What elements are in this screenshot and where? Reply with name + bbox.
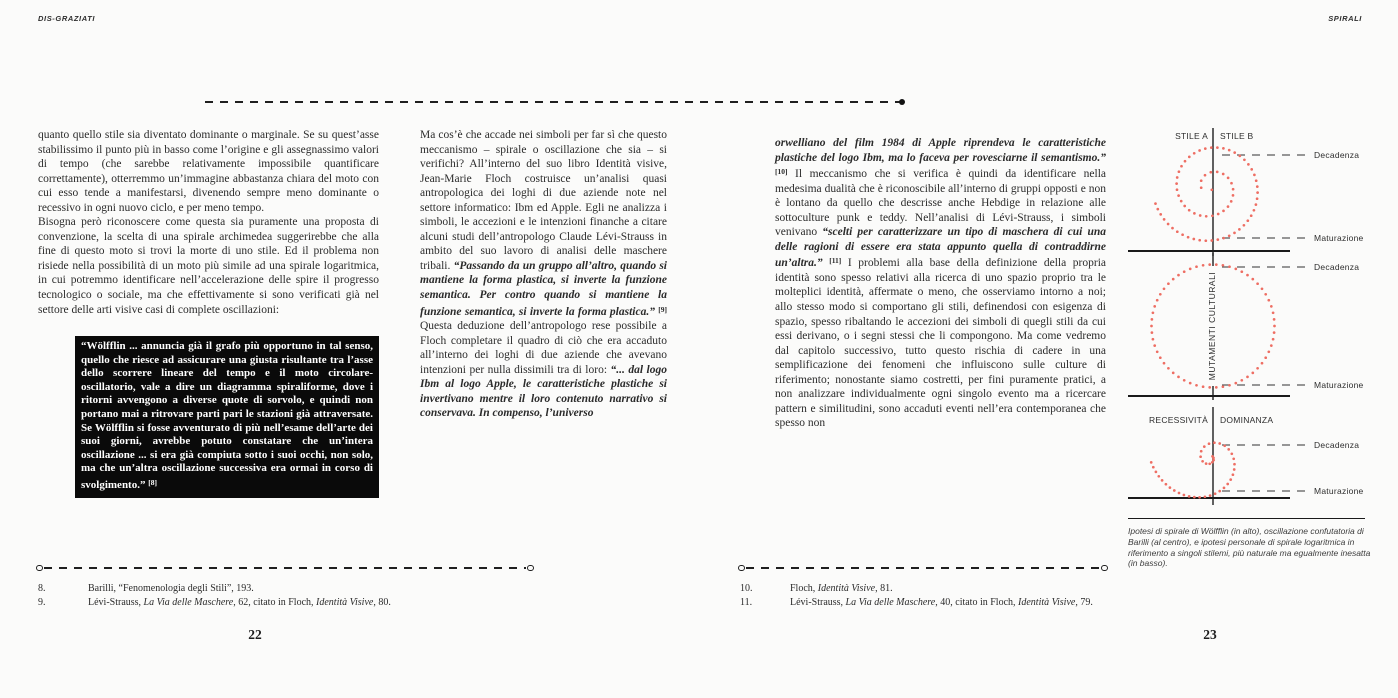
spiral-diagram-svg — [1128, 125, 1398, 510]
footnotes-left — [38, 582, 678, 609]
footnote-number: 10. — [740, 583, 753, 594]
left-page-column-2 — [420, 128, 667, 421]
divider-end-circle — [1101, 565, 1108, 572]
mutamenti-culturali-axis-label: MUTAMENTI CULTURALI — [1207, 266, 1219, 386]
maturazione-label-3: Maturazione — [1314, 486, 1364, 496]
dominanza-label: DOMINANZA — [1220, 415, 1274, 425]
stile-a-label: STILE A — [1175, 131, 1208, 141]
paragraph: quanto quello stile sia diventato dominante o marginale. Se su quest’asse stabilissimo il punto più in basso come l’origine e gli assegnassimo valori di tempo (che sarebbe relativamente impossibile quantificare correttamente), otterremmo un’immagine abbastanza chiara del moto con cui esso tende a manifestarsi, divenendo sempre meno dominante o recessivo in ogni nuovo ciclo, e per meno tempo. — [38, 129, 379, 214]
footnote-divider-left — [44, 567, 526, 569]
diagram-caption: Ipotesi di spirale di Wölfflin (in alto), oscillazione confutatoria di Barilli (al centro), e ipotesi personale di spirale logaritmica in riferimento a singoli stilemi, più naturale ma egualmente inesatta (in basso). — [1128, 526, 1371, 569]
footnote-row — [740, 582, 1385, 596]
divider-end-circle — [527, 565, 534, 572]
divider-start-circle — [738, 565, 745, 572]
pull-quote-text: “Wölfflin ... annuncia già il grafo più opportuno in tal senso, quello che riesce ad assicurare una giusta risultante tra l’asse dello scorrere lineare del tempo e il moto circolare-oscillatorio, vale a dire un diagramma spiraliforme, dove i ritorni avvengono a diverse quote di sorvolo, e quindi non portano mai a ritrovare parti pari le stazioni già attraversate. Se Wölfflin si fosse avventurato di più nell’esame dell’arte dei suoi giorni, avrebbe potuto constatare che un’intera oscillazione ... si era già compiuta sotto i suoi occhi, non solo, ma che un’altra oscillazione successiva era ormai in corso di svolgimento.” — [81, 340, 373, 492]
pull-quote-wolfflin — [75, 336, 379, 498]
running-head-right: SPIRALI — [1328, 14, 1362, 23]
decadenza-label-3: Decadenza — [1314, 440, 1360, 450]
footnote-row — [740, 596, 1385, 610]
footnote-ref-8: [8] — [148, 478, 157, 488]
footnote-number: 9. — [38, 596, 46, 608]
decadenza-label-1: Decadenza — [1314, 150, 1360, 160]
paragraph: Bisogna però riconoscere come questa sia puramente una proposta di convenzione, la scelta di una spirale archimedea suggerirebbe che alla fine di questo moto si trovi la morte di uno stile. Ed il problema non risiede nella possibilità di un moto più simile ad una spirale logaritmica, in cui potremmo identificare nell’accelerazione delle spire il progresso tecnologico o sociale, ma che effettivamente si sono verificati già nel settore delle arti visive casi di complete oscillazioni: — [38, 216, 379, 316]
page-number-right: 23 — [1203, 627, 1217, 642]
footnote-text: Lévi-Strauss, La Via delle Maschere, 40, citato in Floch, Identità Visive, 79. — [790, 596, 1093, 608]
footnote-row — [38, 582, 678, 596]
footnote-number: 8. — [38, 583, 46, 594]
recessivita-label: RECESSIVITÀ — [1149, 415, 1208, 425]
paragraph: orwelliano del film 1984 di Apple riprendeva le caratteristiche plastiche del logo Ibm, ma lo faceva per rovesciarne il semantismo.” [10] Il meccanismo che si verifica è quindi da identificare nella medesima dualità che è riconoscibile all’interno di gruppi opposti e non è lontano da quello che descrisse anche Hebdige in relazione alle sottoculture punk e teddy. Nell’analisi di Lévi-Strauss, i simboli venivano “scelti per caratterizzare un tipo di maschera di cui una delle ragioni di essere era stata appunto quella di contraddirne un’altra.” [11] I problemi alla base della definizione della propria identità sono spesso relativi alla ricerca di uno spazio proprio tra le molteplici identità, affermate o meno, che osserviamo intorno a noi; allo stesso modo si comportano gli stili, definendosi con esigenza di spazio, spesso ribaltando le accezioni dei simboli di quegli stili da cui essi derivano, o i segni stessi che li compongono. Ma come vedremo dal capitolo successivo, tutto questo rischia di cadere in una semplificazione dei fenomeni che influiscono sulle culture di riferimento; nonostante siamo costretti, per fini puramente pratici, a non analizzare individualmente ogni singolo evento ma a ricercare pattern e similitudini, sono accaduti eventi nell’era contemporanea che spesso non — [775, 137, 1107, 430]
page-number-left: 22 — [248, 627, 262, 642]
decadenza-label-2: Decadenza — [1314, 262, 1360, 272]
maturazione-label-2: Maturazione — [1314, 380, 1364, 390]
footnote-text: Floch, Identità Visive, 81. — [790, 583, 893, 594]
paragraph: Ma cos’è che accade nei simboli per far sì che questo meccanismo – spirale o oscillazione che sia – si verifichi? All’interno del suo libro Identità visive, Jean-Marie Floch costruisce un’analisi quasi antropologica dei loghi di due aziende note nel settore informatico: Ibm ed Apple. Egli ne analizza i simboli, le accezioni e le intenzioni finanche a citare alcuni studi dell’antropologo Claude Lévi-Strauss in ambito del suo lavoro di analisi delle maschere tribali. “Passando da un gruppo all’altro, quando si mantiene la forma plastica, si inverte la funzione semantica. Per contro quando si mantiene la funzione semantica, si inverte la forma plastica.” [9] Questa deduzione dell’antropologo rese possibile a Floch completare il quadro di ciò che era accaduto all’interno dei loghi di due aziende che avevano intenzioni per nulla dissimili tra di loro: “... dal logo Ibm al logo Apple, le caratteristiche plastiche si invertivano mentre il loro contenuto narrativo si conservava. In compenso, l’universo — [420, 129, 667, 420]
right-page-column — [775, 136, 1106, 431]
footnote-number: 11. — [740, 596, 753, 608]
footnotes-right — [740, 582, 1385, 609]
spiral-diagram — [1128, 125, 1398, 570]
footnote-text: Lévi-Strauss, La Via delle Maschere, 62, citato in Floch, Identità Visive, 80. — [88, 596, 391, 608]
footnote-row — [38, 596, 678, 610]
footnote-divider-right — [746, 567, 1100, 569]
caption-divider-line — [1128, 518, 1365, 519]
flow-end-dot — [899, 99, 905, 105]
maturazione-label-1: Maturazione — [1314, 233, 1364, 243]
top-flow-dashed-line — [205, 101, 901, 103]
divider-start-circle — [36, 565, 43, 572]
left-page-column-1 — [38, 128, 379, 498]
stile-b-label: STILE B — [1220, 131, 1254, 141]
footnote-text: Barilli, “Fenomenologia degli Stili”, 193. — [88, 583, 254, 594]
running-head-left: DIS-GRAZIATI — [38, 14, 96, 23]
